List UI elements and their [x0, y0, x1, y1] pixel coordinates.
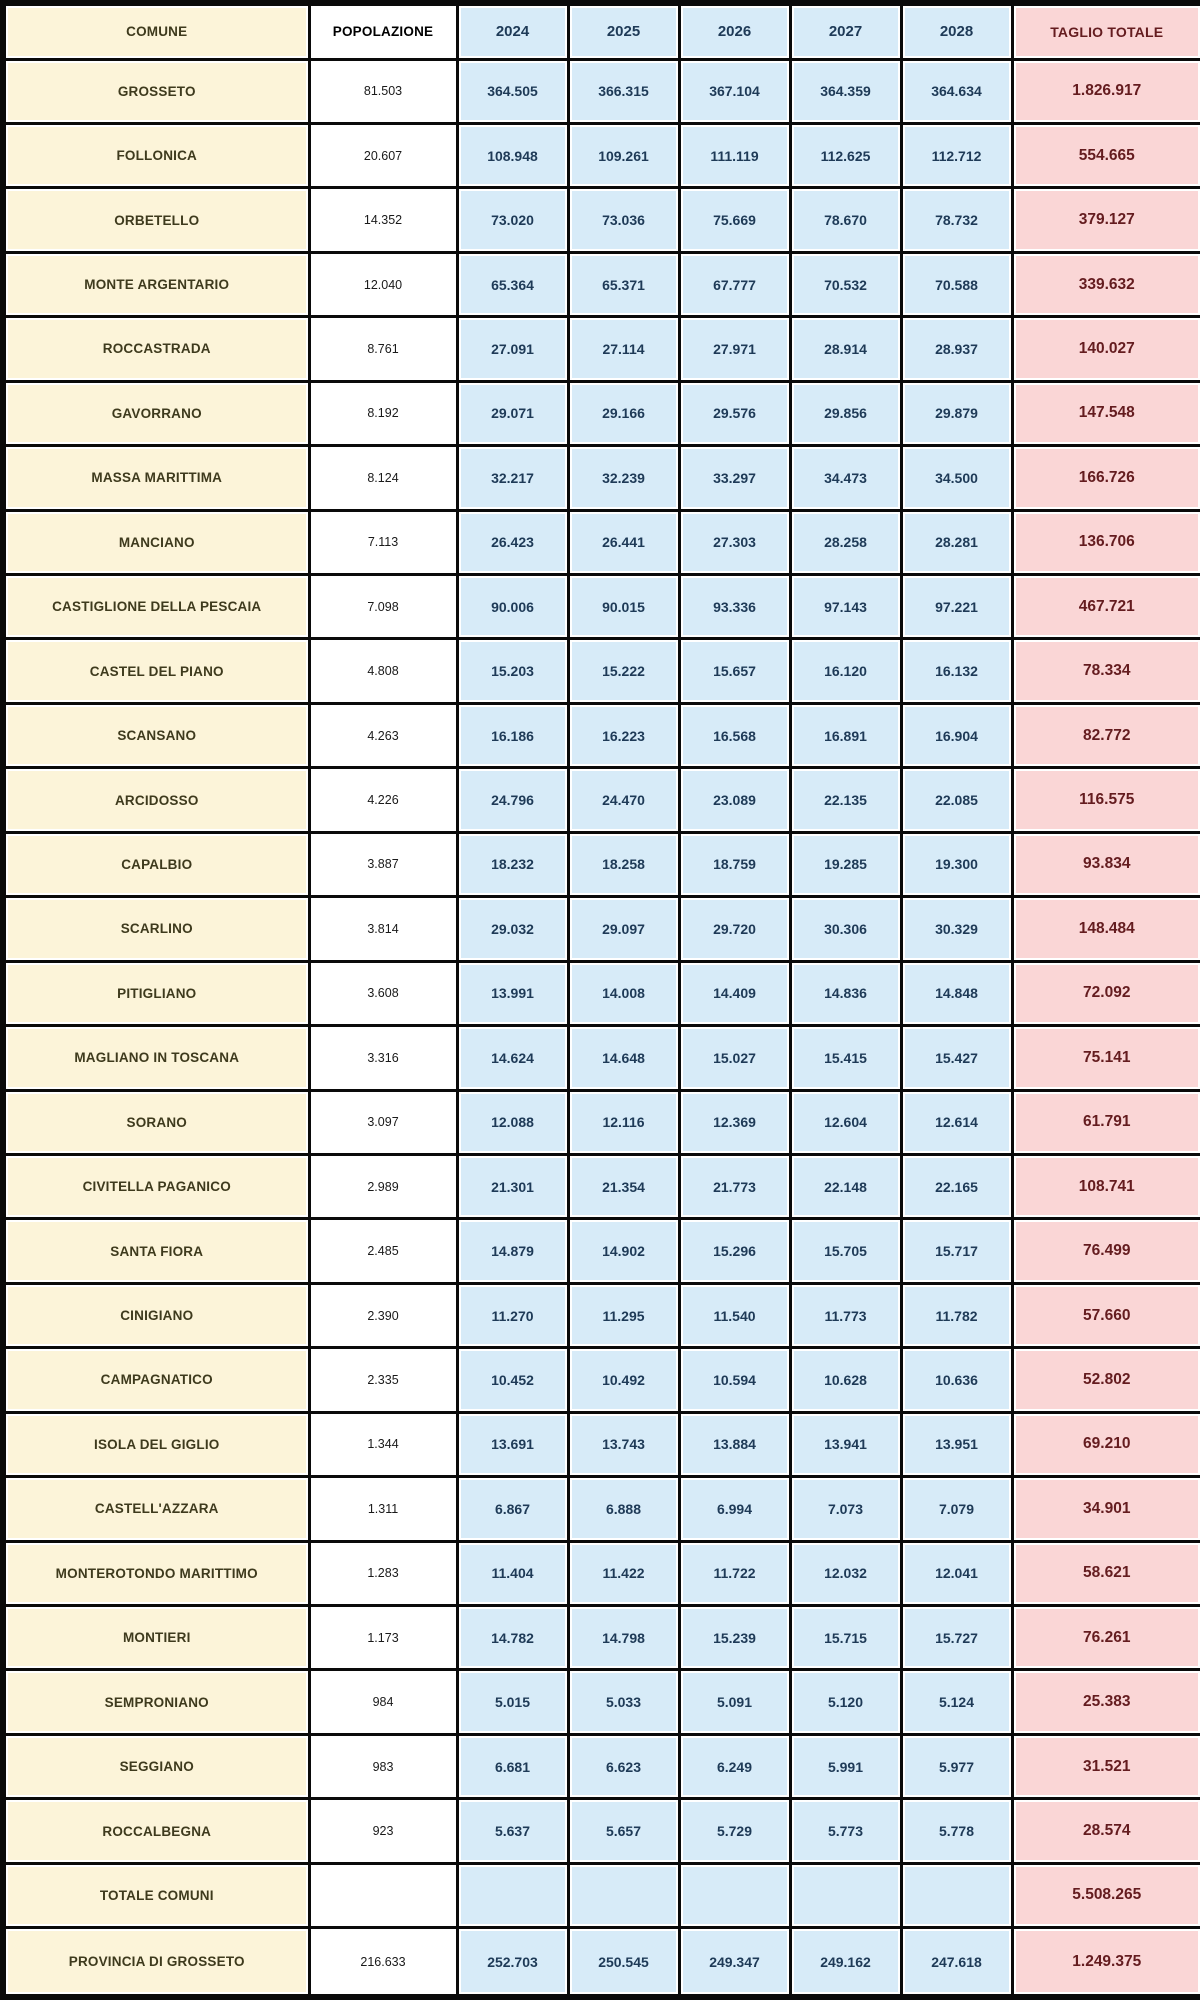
year-2026-cell: 21.773 — [679, 1154, 790, 1218]
comune-cell: ORBETELLO — [3, 188, 309, 252]
column-header-comune: COMUNE — [3, 3, 309, 59]
year-2025-cell: 18.258 — [568, 832, 679, 896]
year-2027-cell: 7.073 — [790, 1477, 901, 1541]
year-2026-cell: 16.568 — [679, 703, 790, 767]
taglio-totale-cell: 72.092 — [1012, 961, 1200, 1025]
year-2028-cell: 5.778 — [901, 1799, 1012, 1863]
year-2026-cell: 14.409 — [679, 961, 790, 1025]
taglio-totale-cell: 76.261 — [1012, 1606, 1200, 1670]
table-row — [3, 123, 1200, 187]
comune-cell: SCARLINO — [3, 897, 309, 961]
taglio-totale-cell: 58.621 — [1012, 1541, 1200, 1605]
taglio-totale-cell: 34.901 — [1012, 1477, 1200, 1541]
year-2028-cell: 14.848 — [901, 961, 1012, 1025]
year-2027-cell: 19.285 — [790, 832, 901, 896]
year-2027-cell: 28.914 — [790, 317, 901, 381]
comune-cell: CAPALBIO — [3, 832, 309, 896]
taglio-totale-cell: 116.575 — [1012, 768, 1200, 832]
popolazione-cell: 7.098 — [309, 575, 457, 639]
taglio-totale-cell: 78.334 — [1012, 639, 1200, 703]
comune-cell: TOTALE COMUNI — [3, 1863, 309, 1927]
year-2027-cell: 97.143 — [790, 575, 901, 639]
year-2024-cell: 5.637 — [457, 1799, 568, 1863]
comune-cell: CAMPAGNATICO — [3, 1348, 309, 1412]
table-row — [3, 961, 1200, 1025]
year-2024-cell: 6.681 — [457, 1734, 568, 1798]
year-2024-cell: 73.020 — [457, 188, 568, 252]
year-2024-cell: 11.270 — [457, 1283, 568, 1347]
year-2026-cell: 5.091 — [679, 1670, 790, 1734]
column-header-2025: 2025 — [568, 3, 679, 59]
table-row — [3, 446, 1200, 510]
comune-cell: GAVORRANO — [3, 381, 309, 445]
year-2028-cell: 10.636 — [901, 1348, 1012, 1412]
year-2024-cell: 32.217 — [457, 446, 568, 510]
popolazione-cell: 3.814 — [309, 897, 457, 961]
year-2027-cell: 5.120 — [790, 1670, 901, 1734]
year-2025-cell: 65.371 — [568, 252, 679, 316]
popolazione-cell: 2.989 — [309, 1154, 457, 1218]
table-row — [3, 1348, 1200, 1412]
year-2025-cell: 250.545 — [568, 1928, 679, 1997]
year-2028-cell: 22.165 — [901, 1154, 1012, 1218]
year-2024-cell: 29.071 — [457, 381, 568, 445]
popolazione-cell: 1.344 — [309, 1412, 457, 1476]
year-2024-cell: 65.364 — [457, 252, 568, 316]
comune-cell: CASTIGLIONE DELLA PESCAIA — [3, 575, 309, 639]
year-2028-cell: 5.124 — [901, 1670, 1012, 1734]
year-2024-cell: 21.301 — [457, 1154, 568, 1218]
year-2028-cell: 34.500 — [901, 446, 1012, 510]
year-2027-cell: 15.415 — [790, 1026, 901, 1090]
year-2027-cell: 10.628 — [790, 1348, 901, 1412]
year-2027-cell: 22.135 — [790, 768, 901, 832]
table-header — [3, 3, 1200, 59]
year-2026-cell: 27.303 — [679, 510, 790, 574]
popolazione-cell: 8.192 — [309, 381, 457, 445]
popolazione-cell: 2.390 — [309, 1283, 457, 1347]
year-2025-cell: 26.441 — [568, 510, 679, 574]
year-2027-cell: 16.891 — [790, 703, 901, 767]
year-2028-cell: 28.281 — [901, 510, 1012, 574]
comune-cell: SANTA FIORA — [3, 1219, 309, 1283]
column-header-taglio-totale: TAGLIO TOTALE — [1012, 3, 1200, 59]
year-2028-cell: 247.618 — [901, 1928, 1012, 1997]
taglio-totale-cell: 467.721 — [1012, 575, 1200, 639]
year-2028-cell: 7.079 — [901, 1477, 1012, 1541]
year-2025-cell: 90.015 — [568, 575, 679, 639]
year-2025-cell: 12.116 — [568, 1090, 679, 1154]
taglio-totale-cell: 93.834 — [1012, 832, 1200, 896]
comune-cell: PROVINCIA DI GROSSETO — [3, 1928, 309, 1997]
year-2026-cell: 11.540 — [679, 1283, 790, 1347]
year-2027-cell: 34.473 — [790, 446, 901, 510]
year-2026-cell: 15.657 — [679, 639, 790, 703]
taglio-totale-cell: 28.574 — [1012, 1799, 1200, 1863]
popolazione-cell: 923 — [309, 1799, 457, 1863]
year-2026-cell: 27.971 — [679, 317, 790, 381]
table-row — [3, 1606, 1200, 1670]
year-2026-cell: 15.239 — [679, 1606, 790, 1670]
column-header-2026: 2026 — [679, 3, 790, 59]
popolazione-cell: 3.316 — [309, 1026, 457, 1090]
table-row — [3, 703, 1200, 767]
popolazione-cell: 4.263 — [309, 703, 457, 767]
year-2025-cell: 11.422 — [568, 1541, 679, 1605]
comune-cell: MONTIERI — [3, 1606, 309, 1670]
comune-cell: SORANO — [3, 1090, 309, 1154]
year-2026-cell: 10.594 — [679, 1348, 790, 1412]
comune-cell: SEMPRONIANO — [3, 1670, 309, 1734]
comune-cell: CASTELL'AZZARA — [3, 1477, 309, 1541]
popolazione-cell: 81.503 — [309, 59, 457, 123]
year-2026-cell: 11.722 — [679, 1541, 790, 1605]
table-row — [3, 768, 1200, 832]
popolazione-cell: 8.761 — [309, 317, 457, 381]
year-2028-cell: 16.132 — [901, 639, 1012, 703]
column-header-2024: 2024 — [457, 3, 568, 59]
taglio-totale-cell: 136.706 — [1012, 510, 1200, 574]
year-2026-cell: 249.347 — [679, 1928, 790, 1997]
popolazione-cell: 12.040 — [309, 252, 457, 316]
year-2025-cell: 29.166 — [568, 381, 679, 445]
year-2026-cell: 6.249 — [679, 1734, 790, 1798]
year-2025-cell: 24.470 — [568, 768, 679, 832]
year-2025-cell: 27.114 — [568, 317, 679, 381]
year-2028-cell — [901, 1863, 1012, 1927]
table-row — [3, 188, 1200, 252]
year-2027-cell: 364.359 — [790, 59, 901, 123]
comune-cell: SEGGIANO — [3, 1734, 309, 1798]
table-body — [3, 59, 1200, 1997]
year-2024-cell: 5.015 — [457, 1670, 568, 1734]
popolazione-cell: 984 — [309, 1670, 457, 1734]
year-2026-cell: 13.884 — [679, 1412, 790, 1476]
year-2027-cell: 70.532 — [790, 252, 901, 316]
year-2026-cell: 5.729 — [679, 1799, 790, 1863]
year-2026-cell: 75.669 — [679, 188, 790, 252]
year-2025-cell: 6.623 — [568, 1734, 679, 1798]
year-2028-cell: 16.904 — [901, 703, 1012, 767]
year-2027-cell: 28.258 — [790, 510, 901, 574]
year-2027-cell: 249.162 — [790, 1928, 901, 1997]
table-row — [3, 575, 1200, 639]
comune-cell: MAGLIANO IN TOSCANA — [3, 1026, 309, 1090]
taglio-totale-cell: 166.726 — [1012, 446, 1200, 510]
taglio-totale-cell: 339.632 — [1012, 252, 1200, 316]
year-2025-cell: 11.295 — [568, 1283, 679, 1347]
table-row — [3, 1154, 1200, 1218]
year-2024-cell: 364.505 — [457, 59, 568, 123]
table-row — [3, 1283, 1200, 1347]
year-2025-cell: 5.033 — [568, 1670, 679, 1734]
taglio-totale-cell: 5.508.265 — [1012, 1863, 1200, 1927]
taglio-totale-cell: 69.210 — [1012, 1412, 1200, 1476]
year-2027-cell: 15.705 — [790, 1219, 901, 1283]
popolazione-cell: 3.887 — [309, 832, 457, 896]
popolazione-cell: 3.097 — [309, 1090, 457, 1154]
popolazione-cell: 3.608 — [309, 961, 457, 1025]
year-2024-cell: 13.991 — [457, 961, 568, 1025]
taglio-totale-cell: 76.499 — [1012, 1219, 1200, 1283]
year-2025-cell: 14.008 — [568, 961, 679, 1025]
year-2027-cell: 12.032 — [790, 1541, 901, 1605]
year-2025-cell: 5.657 — [568, 1799, 679, 1863]
taglio-totale-cell: 140.027 — [1012, 317, 1200, 381]
year-2028-cell: 364.634 — [901, 59, 1012, 123]
comune-cell: ROCCALBEGNA — [3, 1799, 309, 1863]
taglio-totale-cell: 147.548 — [1012, 381, 1200, 445]
year-2027-cell: 13.941 — [790, 1412, 901, 1476]
year-2024-cell: 12.088 — [457, 1090, 568, 1154]
comune-cell: MONTE ARGENTARIO — [3, 252, 309, 316]
column-header-2028: 2028 — [901, 3, 1012, 59]
year-2024-cell — [457, 1863, 568, 1927]
taglio-totale-cell: 108.741 — [1012, 1154, 1200, 1218]
year-2025-cell: 21.354 — [568, 1154, 679, 1218]
year-2028-cell: 70.588 — [901, 252, 1012, 316]
year-2027-cell: 5.773 — [790, 1799, 901, 1863]
taglio-totale-cell: 1.249.375 — [1012, 1928, 1200, 1997]
year-2027-cell: 16.120 — [790, 639, 901, 703]
table-row — [3, 252, 1200, 316]
year-2027-cell: 29.856 — [790, 381, 901, 445]
taglio-totale-cell: 25.383 — [1012, 1670, 1200, 1734]
year-2024-cell: 11.404 — [457, 1541, 568, 1605]
table-row — [3, 1928, 1200, 1997]
year-2027-cell: 11.773 — [790, 1283, 901, 1347]
taglio-totale-cell: 148.484 — [1012, 897, 1200, 961]
popolazione-cell: 1.311 — [309, 1477, 457, 1541]
table-row — [3, 897, 1200, 961]
taglio-totale-cell: 31.521 — [1012, 1734, 1200, 1798]
year-2024-cell: 14.782 — [457, 1606, 568, 1670]
year-2024-cell: 14.624 — [457, 1026, 568, 1090]
table-row — [3, 1412, 1200, 1476]
popolazione-cell: 4.808 — [309, 639, 457, 703]
year-2027-cell: 112.625 — [790, 123, 901, 187]
year-2027-cell: 15.715 — [790, 1606, 901, 1670]
year-2027-cell: 12.604 — [790, 1090, 901, 1154]
year-2026-cell: 29.576 — [679, 381, 790, 445]
year-2027-cell: 78.670 — [790, 188, 901, 252]
year-2024-cell: 90.006 — [457, 575, 568, 639]
year-2025-cell: 73.036 — [568, 188, 679, 252]
taglio-totale-cell: 379.127 — [1012, 188, 1200, 252]
taglio-totale-cell: 75.141 — [1012, 1026, 1200, 1090]
year-2026-cell: 93.336 — [679, 575, 790, 639]
popolazione-cell: 983 — [309, 1734, 457, 1798]
year-2028-cell: 15.427 — [901, 1026, 1012, 1090]
year-2028-cell: 29.879 — [901, 381, 1012, 445]
year-2027-cell: 14.836 — [790, 961, 901, 1025]
year-2028-cell: 15.717 — [901, 1219, 1012, 1283]
year-2026-cell: 67.777 — [679, 252, 790, 316]
year-2028-cell: 112.712 — [901, 123, 1012, 187]
year-2024-cell: 26.423 — [457, 510, 568, 574]
year-2024-cell: 10.452 — [457, 1348, 568, 1412]
comune-cell: PITIGLIANO — [3, 961, 309, 1025]
popolazione-cell: 1.283 — [309, 1541, 457, 1605]
year-2026-cell: 111.119 — [679, 123, 790, 187]
year-2024-cell: 13.691 — [457, 1412, 568, 1476]
table-row — [3, 1734, 1200, 1798]
year-2028-cell: 28.937 — [901, 317, 1012, 381]
popolazione-cell: 216.633 — [309, 1928, 457, 1997]
comune-cell: ARCIDOSSO — [3, 768, 309, 832]
taglio-totale-cell: 82.772 — [1012, 703, 1200, 767]
year-2024-cell: 29.032 — [457, 897, 568, 961]
year-2028-cell: 97.221 — [901, 575, 1012, 639]
year-2025-cell: 16.223 — [568, 703, 679, 767]
year-2025-cell: 14.648 — [568, 1026, 679, 1090]
year-2025-cell: 29.097 — [568, 897, 679, 961]
year-2028-cell: 22.085 — [901, 768, 1012, 832]
year-2026-cell: 15.296 — [679, 1219, 790, 1283]
comune-cell: ROCCASTRADA — [3, 317, 309, 381]
comune-cell: ISOLA DEL GIGLIO — [3, 1412, 309, 1476]
taglio-totale-cell: 554.665 — [1012, 123, 1200, 187]
comune-cell: CIVITELLA PAGANICO — [3, 1154, 309, 1218]
year-2025-cell: 15.222 — [568, 639, 679, 703]
comune-cell: GROSSETO — [3, 59, 309, 123]
table-row — [3, 1799, 1200, 1863]
popolazione-cell: 20.607 — [309, 123, 457, 187]
table-row — [3, 1090, 1200, 1154]
column-header-2027: 2027 — [790, 3, 901, 59]
year-2028-cell: 15.727 — [901, 1606, 1012, 1670]
year-2028-cell: 5.977 — [901, 1734, 1012, 1798]
table-row — [3, 1670, 1200, 1734]
year-2028-cell: 78.732 — [901, 188, 1012, 252]
year-2026-cell: 33.297 — [679, 446, 790, 510]
taglio-totale-cell: 57.660 — [1012, 1283, 1200, 1347]
year-2028-cell: 19.300 — [901, 832, 1012, 896]
year-2024-cell: 15.203 — [457, 639, 568, 703]
comune-cell: FOLLONICA — [3, 123, 309, 187]
table-row — [3, 1026, 1200, 1090]
year-2025-cell — [568, 1863, 679, 1927]
year-2024-cell: 108.948 — [457, 123, 568, 187]
year-2025-cell: 14.798 — [568, 1606, 679, 1670]
popolazione-cell — [309, 1863, 457, 1927]
year-2025-cell: 6.888 — [568, 1477, 679, 1541]
year-2027-cell — [790, 1863, 901, 1927]
year-2024-cell: 14.879 — [457, 1219, 568, 1283]
year-2024-cell: 24.796 — [457, 768, 568, 832]
year-2026-cell — [679, 1863, 790, 1927]
table-row — [3, 317, 1200, 381]
year-2025-cell: 109.261 — [568, 123, 679, 187]
table-row — [3, 59, 1200, 123]
year-2025-cell: 10.492 — [568, 1348, 679, 1412]
table-row — [3, 1541, 1200, 1605]
year-2026-cell: 29.720 — [679, 897, 790, 961]
year-2025-cell: 13.743 — [568, 1412, 679, 1476]
year-2024-cell: 18.232 — [457, 832, 568, 896]
comune-cell: MASSA MARITTIMA — [3, 446, 309, 510]
table-row — [3, 1219, 1200, 1283]
year-2026-cell: 18.759 — [679, 832, 790, 896]
year-2024-cell: 16.186 — [457, 703, 568, 767]
year-2028-cell: 11.782 — [901, 1283, 1012, 1347]
year-2025-cell: 32.239 — [568, 446, 679, 510]
comune-cell: CASTEL DEL PIANO — [3, 639, 309, 703]
table-row — [3, 639, 1200, 703]
year-2027-cell: 5.991 — [790, 1734, 901, 1798]
year-2028-cell: 12.614 — [901, 1090, 1012, 1154]
taglio-totale-cell: 1.826.917 — [1012, 59, 1200, 123]
year-2024-cell: 27.091 — [457, 317, 568, 381]
year-2028-cell: 30.329 — [901, 897, 1012, 961]
comune-cell: MONTEROTONDO MARITTIMO — [3, 1541, 309, 1605]
table-row — [3, 1863, 1200, 1927]
popolazione-cell: 2.335 — [309, 1348, 457, 1412]
year-2025-cell: 366.315 — [568, 59, 679, 123]
year-2027-cell: 30.306 — [790, 897, 901, 961]
column-header-popolazione: POPOLAZIONE — [309, 3, 457, 59]
popolazione-cell: 8.124 — [309, 446, 457, 510]
year-2026-cell: 23.089 — [679, 768, 790, 832]
year-2026-cell: 367.104 — [679, 59, 790, 123]
year-2027-cell: 22.148 — [790, 1154, 901, 1218]
popolazione-cell: 14.352 — [309, 188, 457, 252]
popolazione-cell: 4.226 — [309, 768, 457, 832]
popolazione-cell: 7.113 — [309, 510, 457, 574]
popolazione-cell: 2.485 — [309, 1219, 457, 1283]
popolazione-cell: 1.173 — [309, 1606, 457, 1670]
table-row — [3, 1477, 1200, 1541]
comune-cell: SCANSANO — [3, 703, 309, 767]
year-2024-cell: 252.703 — [457, 1928, 568, 1997]
year-2025-cell: 14.902 — [568, 1219, 679, 1283]
year-2026-cell: 15.027 — [679, 1026, 790, 1090]
year-2026-cell: 12.369 — [679, 1090, 790, 1154]
year-2028-cell: 13.951 — [901, 1412, 1012, 1476]
comune-cell: CINIGIANO — [3, 1283, 309, 1347]
taglio-totale-cell: 52.802 — [1012, 1348, 1200, 1412]
table-row — [3, 832, 1200, 896]
table-row — [3, 510, 1200, 574]
year-2024-cell: 6.867 — [457, 1477, 568, 1541]
header-row — [3, 3, 1200, 59]
comune-cell: MANCIANO — [3, 510, 309, 574]
taglio-totale-cell: 61.791 — [1012, 1090, 1200, 1154]
year-2026-cell: 6.994 — [679, 1477, 790, 1541]
table-row — [3, 381, 1200, 445]
year-2028-cell: 12.041 — [901, 1541, 1012, 1605]
